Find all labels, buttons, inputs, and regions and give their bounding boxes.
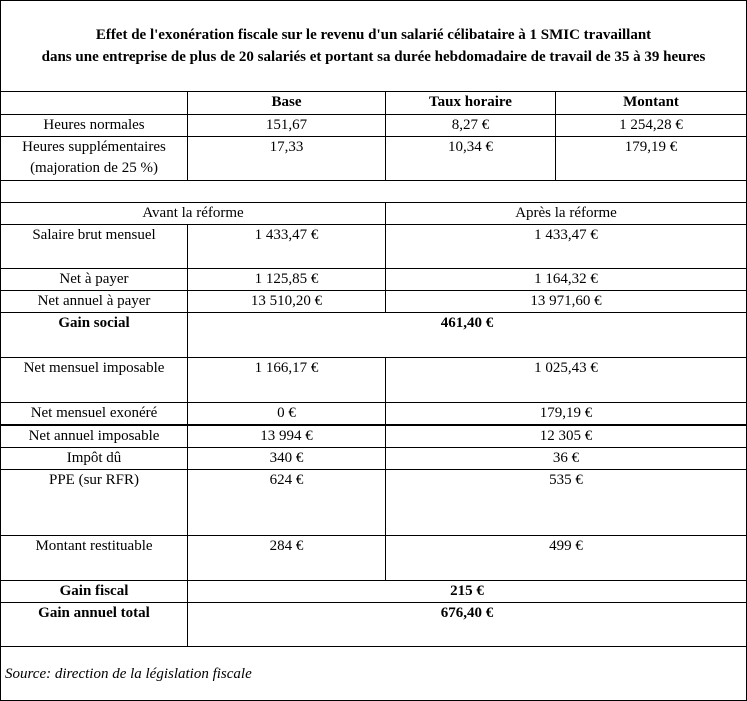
cell-apres: 1 025,43 € xyxy=(386,358,747,403)
cell-montant: 179,19 € xyxy=(556,137,747,181)
spacer-cell xyxy=(1,181,747,203)
row-label: Gain social xyxy=(1,313,188,358)
table-row xyxy=(1,313,747,358)
table-row xyxy=(1,425,747,448)
cell-apres: 36 € xyxy=(386,448,747,470)
cell-avant: 13 510,20 € xyxy=(188,291,386,313)
cell-avant: 13 994 € xyxy=(188,425,386,448)
table-row xyxy=(1,115,747,137)
row-label xyxy=(1,137,188,181)
cell-base: 151,67 xyxy=(188,115,386,137)
row-label: Net à payer xyxy=(1,269,188,291)
source-note: Source: direction de la législation fiscale xyxy=(5,666,252,682)
spacer-row xyxy=(1,181,747,203)
cell-avant: 0 € xyxy=(188,403,386,426)
table-row xyxy=(1,269,747,291)
cell-apres: 499 € xyxy=(386,536,747,581)
cell-merged: 215 € xyxy=(188,581,747,603)
compare-header-row xyxy=(1,203,747,225)
cell-apres: 535 € xyxy=(386,470,747,536)
row-label: Net mensuel imposable xyxy=(1,358,188,403)
table-header-row xyxy=(1,92,747,115)
header-empty xyxy=(1,92,188,115)
header-apres: Après la réforme xyxy=(386,203,747,225)
table-row xyxy=(1,448,747,470)
cell-avant: 624 € xyxy=(188,470,386,536)
cell-avant: 340 € xyxy=(188,448,386,470)
cell-avant: 1 125,85 € xyxy=(188,269,386,291)
header-taux: Taux horaire xyxy=(386,92,556,115)
table-row xyxy=(1,581,747,603)
title-line-1: Effet de l'exonération fiscale sur le revenu d'un salarié célibataire à 1 SMIC travaillant xyxy=(95,27,652,43)
table-row xyxy=(1,291,747,313)
cell-apres: 1 164,32 € xyxy=(386,269,747,291)
cell-montant: 1 254,28 € xyxy=(556,115,747,137)
data-table xyxy=(0,91,747,647)
row-label: Impôt dû xyxy=(1,448,188,470)
cell-base: 17,33 xyxy=(188,137,386,181)
row-label: Salaire brut mensuel xyxy=(1,225,188,269)
table-row xyxy=(1,536,747,581)
cell-taux: 10,34 € xyxy=(386,137,556,181)
table-row xyxy=(1,403,747,426)
row-label: Net annuel imposable xyxy=(1,425,188,448)
header-avant: Avant la réforme xyxy=(1,203,386,225)
header-montant: Montant xyxy=(556,92,747,115)
label-line-1: Heures supplémentaires xyxy=(22,139,166,155)
cell-merged: 461,40 € xyxy=(188,313,747,358)
row-label: Gain fiscal xyxy=(1,581,188,603)
cell-apres: 13 971,60 € xyxy=(386,291,747,313)
cell-merged: 676,40 € xyxy=(188,603,747,647)
row-label: Net mensuel exonéré xyxy=(1,403,188,426)
row-label: Net annuel à payer xyxy=(1,291,188,313)
label-line-2: (majoration de 25 %) xyxy=(30,160,158,176)
cell-taux: 8,27 € xyxy=(386,115,556,137)
table-row xyxy=(1,137,747,181)
row-label: Heures normales xyxy=(1,115,188,137)
row-label: PPE (sur RFR) xyxy=(1,470,188,536)
cell-avant: 1 166,17 € xyxy=(188,358,386,403)
page-title xyxy=(0,24,747,68)
cell-apres: 1 433,47 € xyxy=(386,225,747,269)
row-label: Montant restituable xyxy=(1,536,188,581)
cell-avant: 284 € xyxy=(188,536,386,581)
table-row xyxy=(1,358,747,403)
cell-avant: 1 433,47 € xyxy=(188,225,386,269)
title-line-2: dans une entreprise de plus de 20 salariés et portant sa durée hebdomadaire de travail de 35 à 39 heures xyxy=(41,49,706,65)
row-label: Gain annuel total xyxy=(1,603,188,647)
table-row xyxy=(1,603,747,647)
table-row xyxy=(1,470,747,536)
table-row xyxy=(1,225,747,269)
cell-apres: 12 305 € xyxy=(386,425,747,448)
header-base: Base xyxy=(188,92,386,115)
cell-apres: 179,19 € xyxy=(386,403,747,426)
